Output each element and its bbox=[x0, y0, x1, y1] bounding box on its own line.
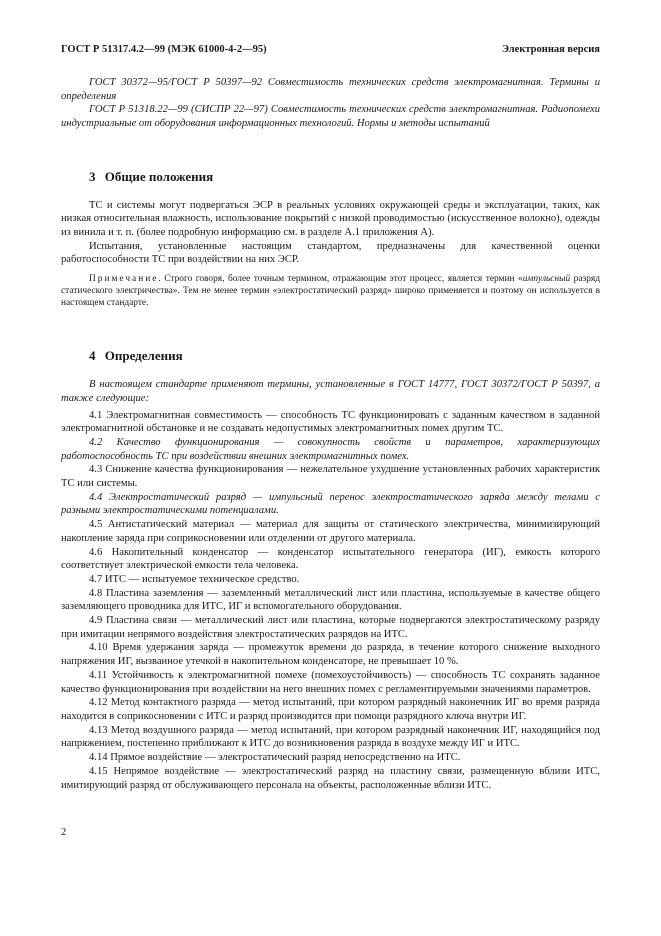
definition-item: 4.10 Время удержания заряда — промежуток времени до разряда, в течение которого снижение выходного напряжения ИГ, вызванное утечкой в накопительном конденсаторе, не превышает 10 %. bbox=[61, 642, 600, 668]
page-number: 2 bbox=[61, 827, 67, 838]
standard-designation: ГОСТ Р 51317.4.2—99 (МЭК 61000-4-2—95) bbox=[61, 44, 267, 55]
body-paragraph: ТС и системы могут подвергаться ЭСР в реальных условиях окружающей среды и эксплуатации, таких, как низкая относительная влажность, использование покрытий с низкой проводимостью (искусственное волокно), одежды из винила и т. п. (более подробную информацию см. в разделе А.1 приложения А). bbox=[61, 199, 600, 238]
definition-item: 4.12 Метод контактного разряда — метод испытаний, при котором разрядный наконечник ИГ во время разряда находится в соприкосновении с ИТС и разряд производится при помощи разрядного ключа внутри ИГ. bbox=[61, 697, 600, 722]
reference-entry: ГОСТ 30372—95/ГОСТ Р 50397—92 Совместимость технических средств электромагнитная. Термины и определения bbox=[61, 77, 600, 102]
definition-item: 4.1 Электромагнитная совместимость — способность ТС функционировать с заданным качеством в заданной электромагнитной обстановке и не создавать недопустимых электромагнитных помех другим ТС. bbox=[61, 409, 600, 435]
definition-item: 4.6 Накопительный конденсатор — конденсатор испытательного генератора (ИГ), емкость которого соответствует электрической емкости тела человека. bbox=[61, 546, 600, 572]
definition-item: 4.7 ИТС — испытуемое техническое средство. bbox=[89, 573, 300, 585]
edition-label: Электронная версия bbox=[501, 44, 600, 55]
note: Примечание. Строго говоря, более точным термином, отражающим этот процесс, является термин «импульсный разряд статического электричества». Тем не менее термин «электростатический разряд» широко применяется и поэтому он используется в настоящем стандарте. bbox=[61, 274, 600, 308]
body-paragraph: Испытания, установленные настоящим стандартом, предназначены для качественной оценки работоспособности ТС при воздействии на них ЭСР. bbox=[61, 240, 600, 266]
section-title: Общие положения bbox=[104, 168, 214, 184]
section-4-heading bbox=[89, 349, 600, 363]
section-number: 4 bbox=[89, 348, 96, 364]
page-header bbox=[61, 44, 600, 58]
definition-item: 4.5 Антистатический материал — материал для защиты от статического электричества, минимизирующий накопление заряда при соприкосновении или отделении от другого материала. bbox=[61, 519, 600, 544]
section-3-heading bbox=[89, 170, 600, 184]
reference-entry: ГОСТ Р 51318.22—99 (СИСПР 22—97) Совместимость технических средств электромагнитная. Радиопомехи индустриальные от оборудования информационных технологий. Нормы и методы испытаний bbox=[61, 104, 600, 130]
note-label: Примечание bbox=[89, 274, 159, 285]
definition-item: 4.11 Устойчивость к электромагнитной помехе (помехоустойчивость) — способность ТС сохранять заданное качество функционирования при воздействии на него внешних помех с регламентируемыми значениями параметров. bbox=[61, 669, 600, 695]
definitions-list bbox=[61, 409, 600, 793]
page-content bbox=[61, 76, 600, 792]
definition-item: 4.15 Непрямое воздействие — электростатический разряд на пластину связи, размещенную вблизи ИТС, имитирующий разряд от обслуживающего персонала на объекты, расположенные вблизи ИТС. bbox=[61, 765, 600, 791]
definition-item: 4.3 Снижение качества функционирования — нежелательное ухудшение установленных рабочих характеристик ТС или системы. bbox=[61, 464, 600, 490]
definition-item: 4.13 Метод воздушного разряда — метод испытаний, при котором разрядный наконечник ИГ, находящийся под напряжением, постепенно приближают к ИТС до возникновения разряда в воздухе между ИГ и ИТС. bbox=[61, 724, 600, 750]
definition-item: 4.8 Пластина заземления — заземленный металлический лист или пластина, используемые в качестве общего заземляющего проводника для ИТС, ИГ и вспомогательного оборудования. bbox=[61, 587, 600, 613]
definitions-intro: В настоящем стандарте применяют термины, установленные в ГОСТ 14777, ГОСТ 30372/ГОСТ Р 50397, а также следующие: bbox=[61, 379, 600, 404]
definition-item: 4.14 Прямое воздействие — электростатический разряд непосредственно на ИТС. bbox=[89, 752, 461, 764]
definition-item: 4.9 Пластина связи — металлический лист или пластина, которые подвергаются электростатическому разряду при имитации непрямого воздействия электростатических разрядов на ИТС. bbox=[61, 615, 600, 640]
section-title: Определения bbox=[104, 348, 183, 364]
section-number: 3 bbox=[89, 168, 96, 184]
definition-item: 4.2 Качество функционирования — совокупность свойств и параметров, характеризующих работоспособность ТС при воздействии внешних электромагнитных помех. bbox=[61, 436, 600, 462]
definition-item: 4.4 Электростатический разряд — импульсный перенос электростатического заряда между телами с разными электростатическими потенциалами. bbox=[61, 491, 600, 517]
